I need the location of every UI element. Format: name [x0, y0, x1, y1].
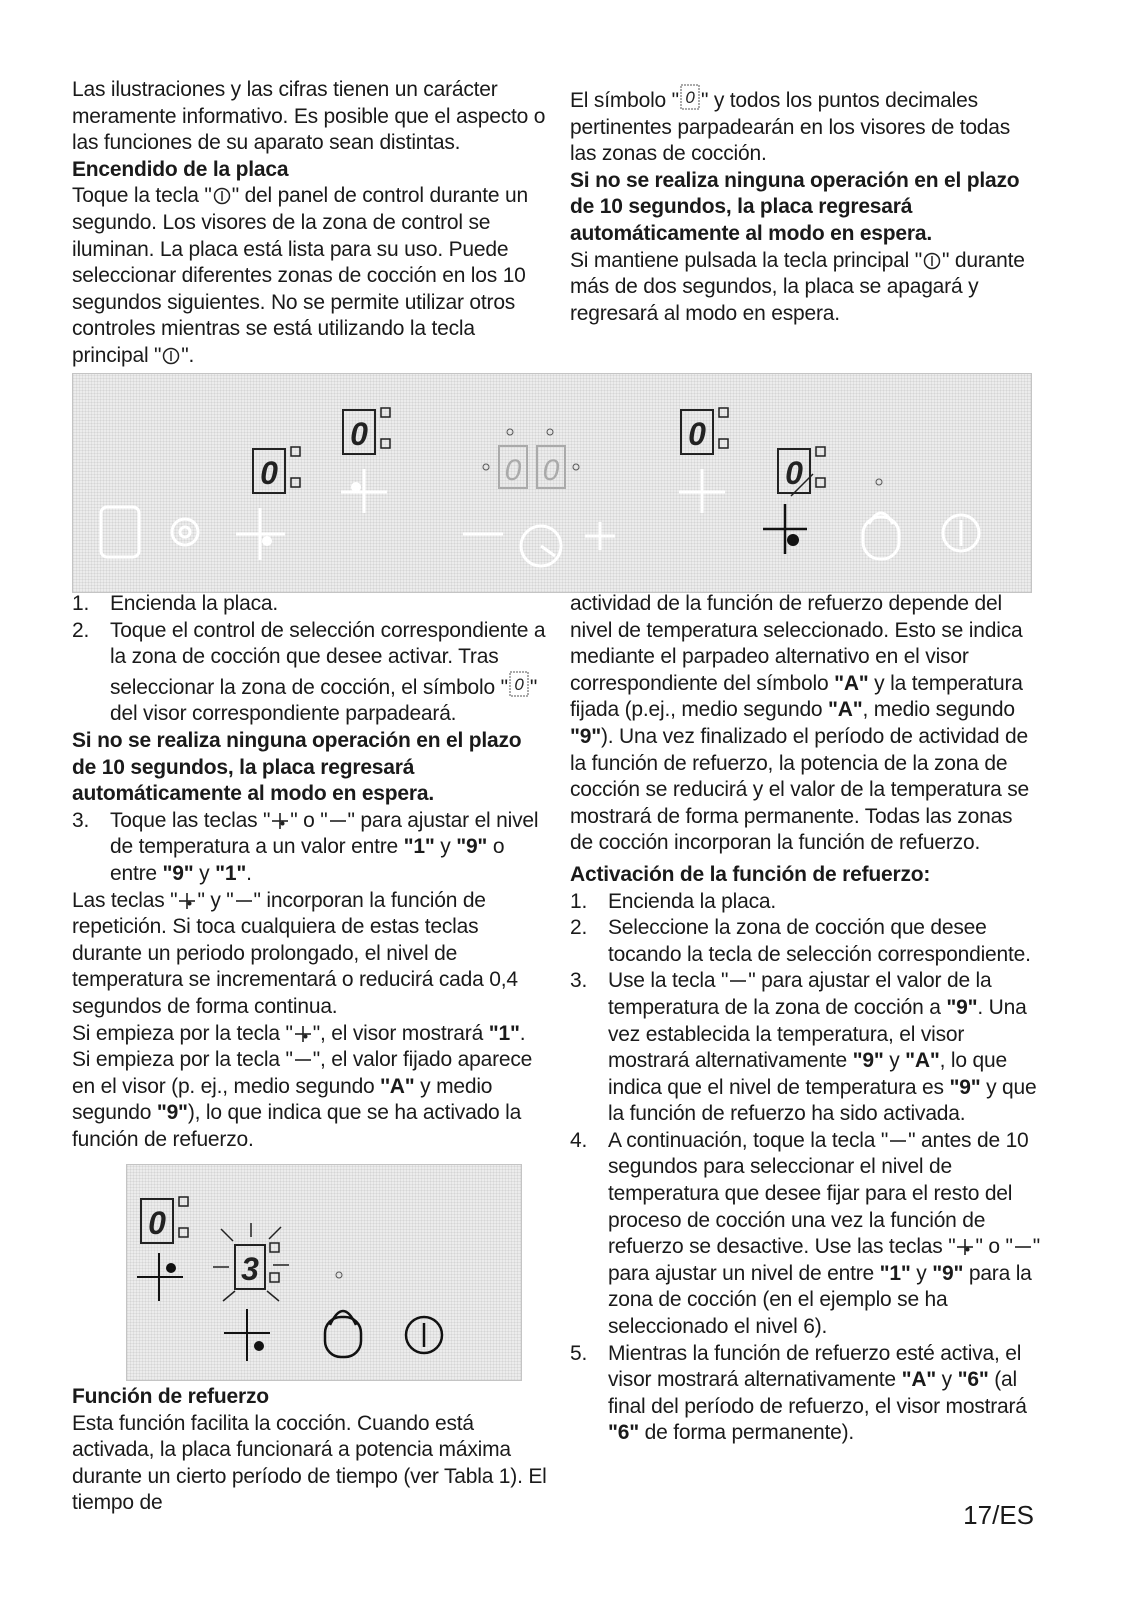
zone-display-2: [343, 408, 390, 454]
plus-icon: [178, 892, 196, 910]
display-digit: 3: [241, 1251, 259, 1287]
minus-icon: [235, 892, 253, 910]
power-icon: [213, 187, 231, 205]
plus-icon: [956, 1238, 974, 1256]
left-column-bottom: [72, 1384, 547, 1517]
display-digit: 0: [350, 416, 368, 452]
power-icon: [162, 347, 180, 365]
plus-icon: [271, 812, 289, 830]
zero-symbol-icon: [680, 84, 700, 110]
zone-display-1: [141, 1197, 188, 1243]
heading-activacion: Activación de la función de refuerzo:: [570, 862, 931, 886]
step-item: 3. Toque las teclas " " o " " para ajustar el nivel de temperatura a un valor entre "1" y "9" o entre "9" y "1".: [72, 808, 539, 885]
left-column-top: [72, 77, 547, 396]
display-digit: 0: [688, 416, 706, 452]
simbolo-paragraph: El símbolo " 0 " y todos los puntos decimales pertinentes parpadearán en los visores de todas las zonas de cocción.: [570, 84, 1040, 168]
display-digit: 0: [148, 1205, 166, 1241]
zone-display-4: [778, 447, 825, 496]
step-item: 1. Encienda la placa.: [570, 889, 777, 913]
heading-encendido: Encendido de la placa: [72, 157, 289, 181]
steps-seleccion: [72, 591, 547, 728]
step-item: 4. A continuación, toque la tecla " " antes de 10 segundos para seleccionar el nivel de temperatura que desee fijar para el resto del proceso de cocción una vez la función de refuerzo se desactive. Use las teclas " " o " " para ajustar un nivel de entre "1" y "9" para la zona de cocción (en el ejemplo se ha seleccionado el nivel 6).: [570, 1128, 1041, 1339]
repeat-paragraph: Las teclas " " y " " incorporan la función de repetición. Si toca cualquiera de estas teclas durante un periodo prolongado, el nivel de temperatura se incrementará o reducirá cada 0,4 segundos de forma continua.: [72, 888, 518, 1018]
display-digit: 0: [542, 454, 560, 487]
power-icon: [923, 252, 941, 270]
refuerzo-paragraph: Esta función facilita la cocción. Cuando está activada, la placa funcionará a potencia máxima durante un cierto período de tiempo (ver Tabla 1). El tiempo de: [72, 1411, 547, 1515]
svg-text:0: 0: [685, 88, 695, 107]
minus-icon: [729, 972, 747, 990]
zone-display-1: [253, 447, 300, 493]
minus-icon: [1014, 1238, 1032, 1256]
left-column-mid: [72, 591, 547, 1153]
start-key-paragraph: Si empieza por la tecla " ", el visor mostrará "1". Si empieza por la tecla " ", el valor fijado aparece en el visor (p. ej., medio segundo ''A" y medio segundo "9"), lo que indica que se ha activado la función de refuerzo.: [72, 1021, 533, 1151]
svg-text:0: 0: [514, 674, 524, 694]
minus-icon: [294, 1051, 312, 1069]
warning-standby: Si no se realiza ninguna operación en el plazo de 10 segundos, la placa regresará automáticamente al modo en espera.: [570, 168, 1020, 245]
steps-seleccion-cont: [72, 808, 547, 888]
right-column-top: [570, 84, 1040, 327]
refuerzo-continued: actividad de la función de refuerzo depende del nivel de temperatura seleccionado. Esto se indica mediante el parpadeo alternativo en el visor correspondiente del símbolo "A" y la temperatura fijada (p.ej., medio segundo "A", medio segundo "9"). Una vez finalizado el período de actividad de la función de refuerzo, la potencia de la zona de cocción se reducirá y el valor de la temperatura se mostrará de forma permanente. Todas las zonas de cocción incorporan la función de refuerzo.: [570, 592, 1030, 855]
step-item: 1. Encienda la placa.: [72, 592, 279, 615]
steps-activacion: [570, 889, 1040, 1447]
lock-icon: [325, 1311, 361, 1357]
step-item: 3. Use la tecla " " para ajustar el valor de la temperatura de la zona de cocción a "9". Una vez establecida la temperatura, el visor mostrará alternativamente "9" y "A", lo que indica que el nivel de temperatura es "9" y que la función de refuerzo ha sido activada.: [570, 969, 1037, 1126]
timer-display: [483, 429, 579, 488]
intro-paragraph: Las ilustraciones y las cifras tienen un carácter meramente informativo. Es posible que el aspecto o las funciones de su aparato sean distintas.: [72, 78, 546, 155]
step-item: 5. Mientras la función de refuerzo esté activa, el visor mostrará alternativamente "A" y "6" (al final del período de refuerzo, el visor mostrará "6" de forma permanente).: [570, 1341, 1027, 1445]
encendido-paragraph: Toque la tecla " " del panel de control durante un segundo. Los visores de la zona de control se iluminan. La placa está lista para su uso. Puede seleccionar diferentes zonas de cocción en los 10 segundos siguientes. No se permite utilizar otros controles mientras se está utilizando la tecla principal " ".: [72, 184, 528, 367]
step-item: 2. Toque el control de selección correspondiente a la zona de cocción que desee activar. Tras seleccionar la zona de cocción, el símbolo " 0 " del visor correspondiente parpadeará.: [72, 618, 546, 726]
power-icon: [406, 1317, 442, 1353]
right-column-mid: [570, 591, 1040, 1447]
display-digit: 0: [260, 455, 278, 491]
plus-icon: [294, 1025, 312, 1043]
inactive-controls: [101, 469, 979, 566]
display-digit: 0: [785, 455, 803, 491]
plus-key: [763, 504, 807, 554]
plus-key-active: [224, 1309, 270, 1361]
minus-icon: [329, 812, 347, 830]
zero-symbol-icon: [509, 671, 529, 697]
display-digit: 0: [504, 454, 522, 487]
zone-display-2-blinking: [213, 1223, 289, 1301]
page-number: 17/ES: [963, 1500, 1034, 1530]
control-panel-illustration: [72, 373, 1032, 593]
minus-icon: [889, 1132, 907, 1150]
plus-key: [137, 1253, 183, 1301]
power-hold-paragraph: Si mantiene pulsada la tecla principal " " durante más de dos segundos, la placa se apagará y regresará al modo en espera.: [570, 248, 1025, 325]
boost-panel-illustration: [126, 1164, 522, 1381]
heading-refuerzo: Función de refuerzo: [72, 1385, 269, 1408]
zone-display-3: [681, 408, 728, 454]
warning-standby: Si no se realiza ninguna operación en el plazo de 10 segundos, la placa regresará automáticamente al modo en espera.: [72, 728, 522, 806]
step-item: 2. Seleccione la zona de cocción que desee tocando la tecla de selección correspondiente.: [570, 916, 1031, 966]
